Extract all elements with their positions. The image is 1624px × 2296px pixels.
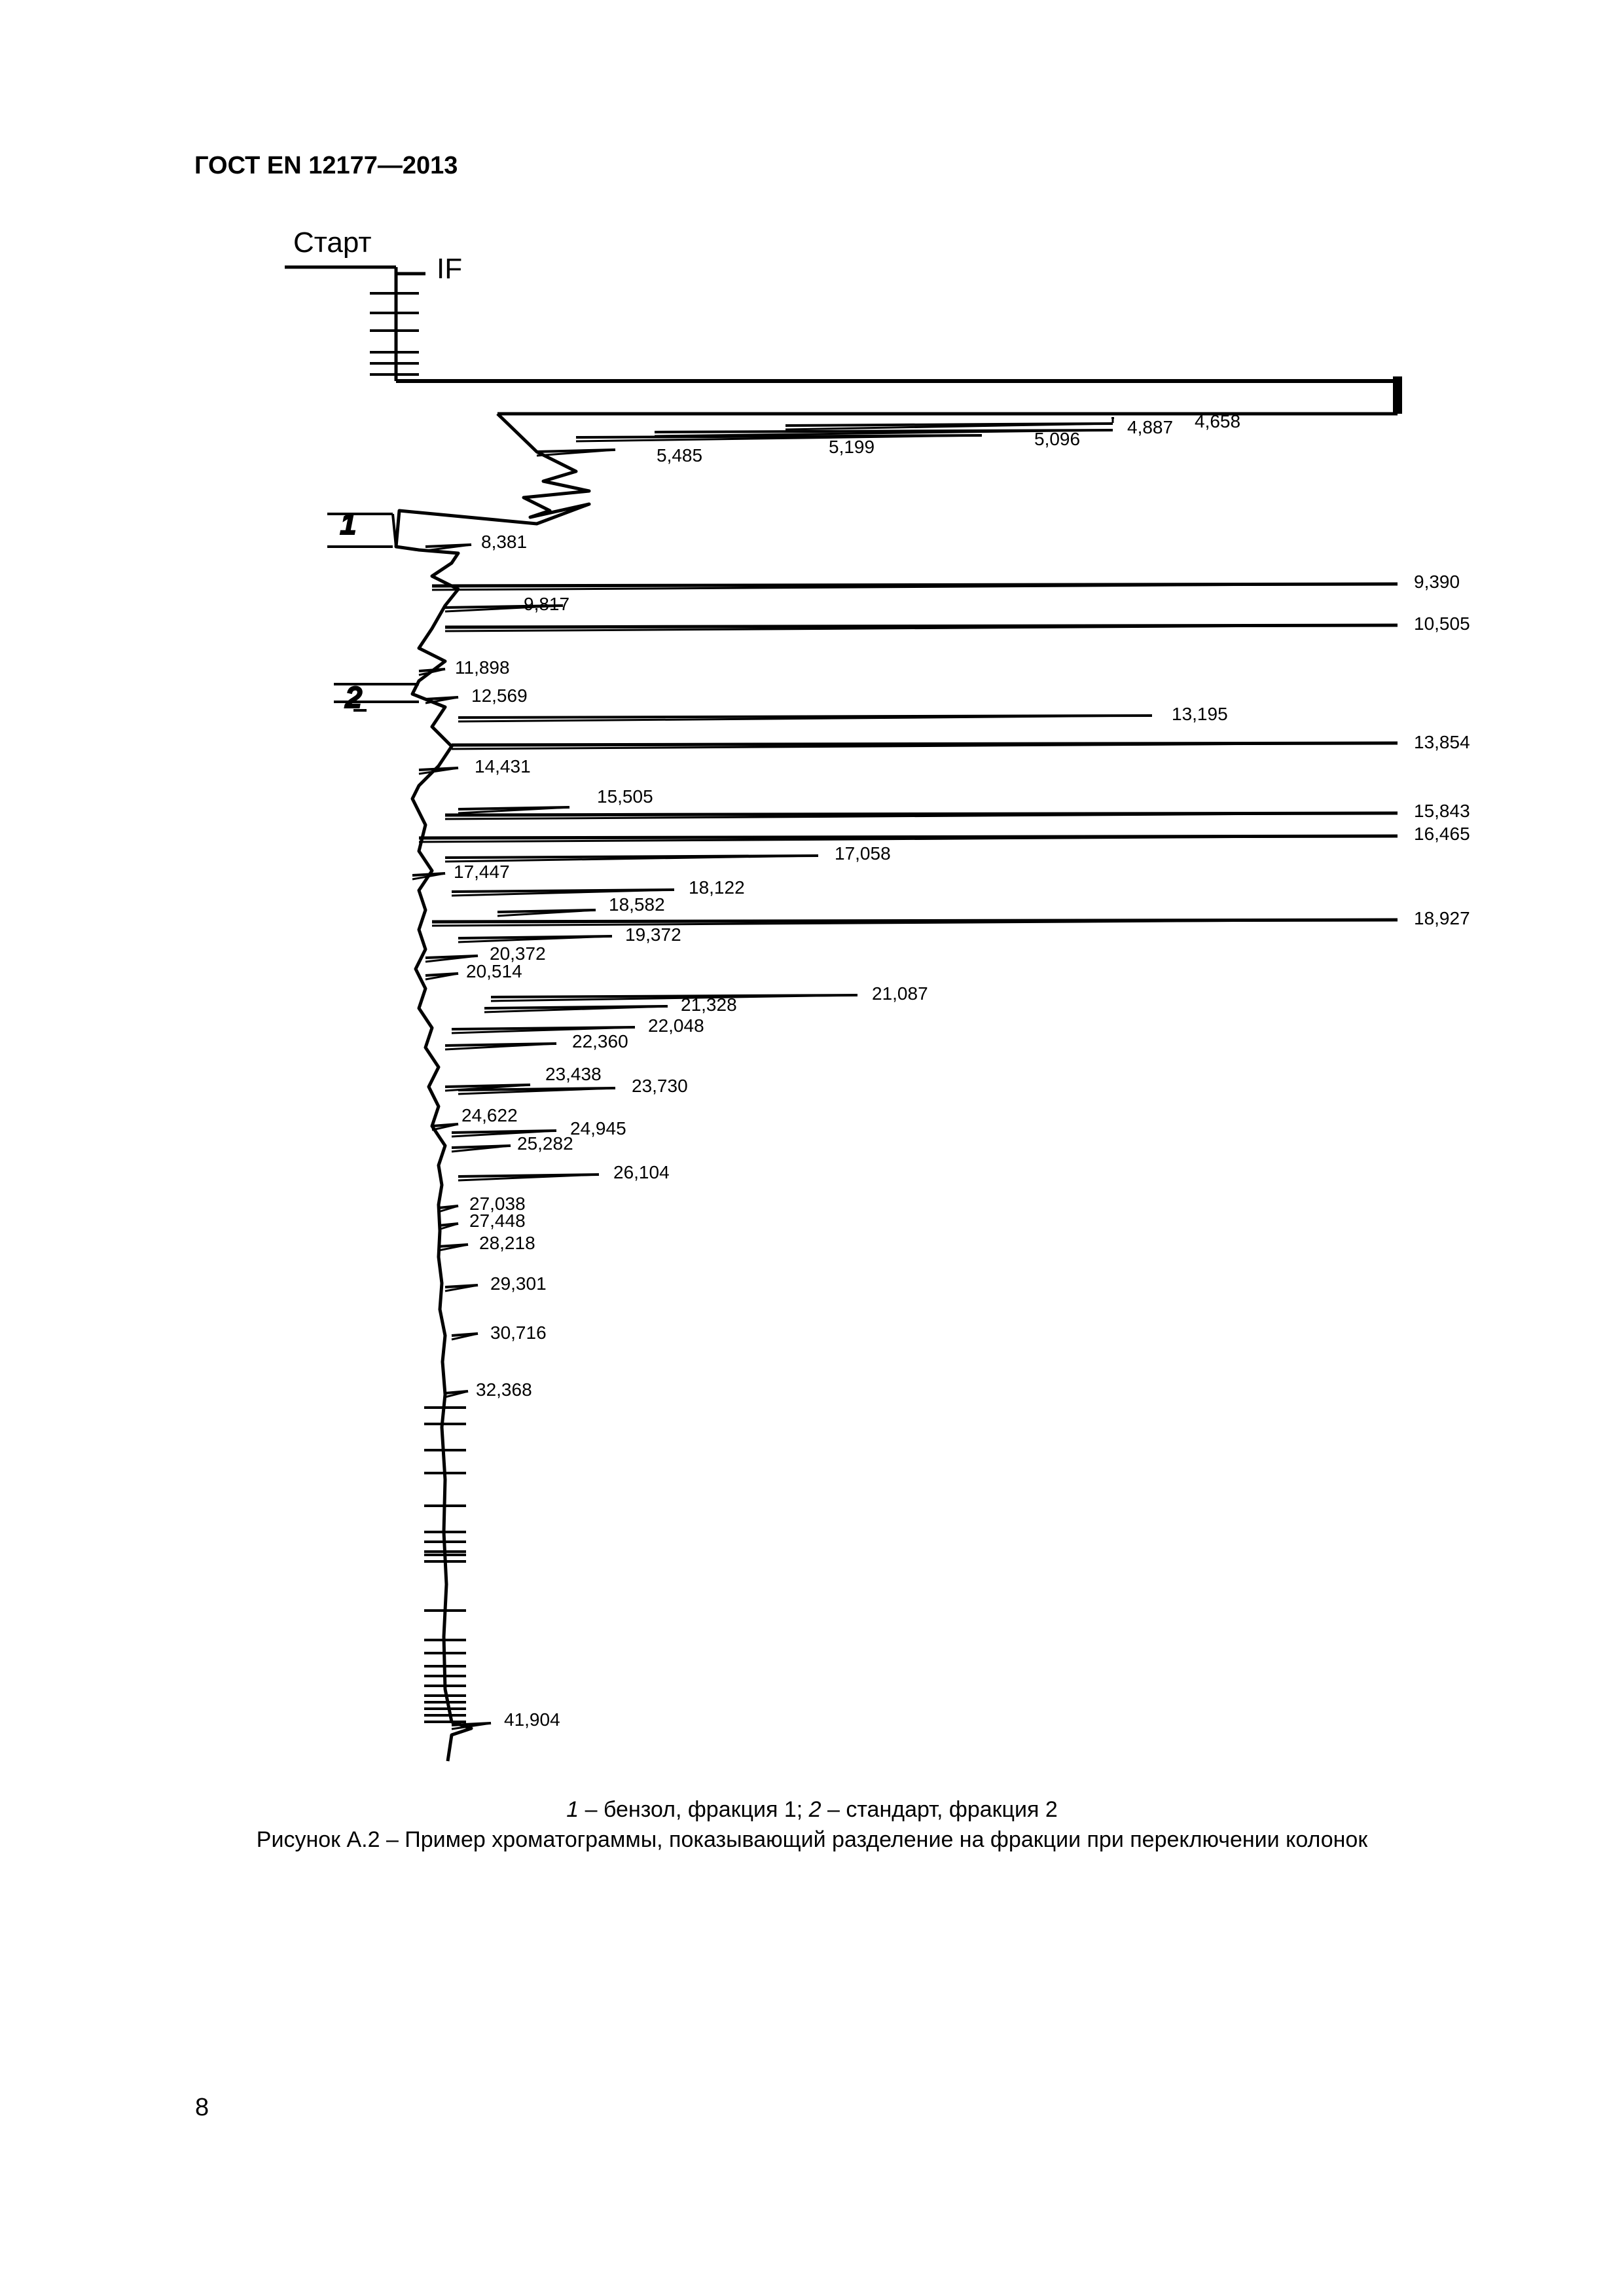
- legend-text-2: – стандарт, фракция 2: [821, 1797, 1058, 1822]
- peak-label: 17,058: [835, 843, 891, 864]
- peak-label: 21,328: [681, 994, 737, 1015]
- peak-label: 30,716: [490, 1322, 547, 1343]
- peak-label: 12,569: [471, 685, 528, 706]
- peak-label: 27,448: [469, 1211, 526, 1231]
- peak-label: 4,887: [1127, 417, 1174, 437]
- legend-text-1: – бензол, фракция 1;: [579, 1797, 809, 1822]
- peak-label: 27,038: [469, 1194, 526, 1214]
- fraction-marker-label: 2: [346, 682, 362, 714]
- peak-label: 23,730: [632, 1076, 688, 1096]
- peak-label: 21,087: [872, 983, 928, 1004]
- peak-label: 9,817: [524, 594, 570, 614]
- peak-label: 25,282: [517, 1133, 573, 1154]
- peak-label: 26,104: [613, 1162, 670, 1182]
- peak-label: 19,372: [625, 924, 681, 945]
- peak-label: 11,898: [455, 657, 510, 678]
- peak-label: 18,122: [689, 877, 745, 898]
- peak-label: 5,485: [657, 445, 703, 465]
- page-number: 8: [195, 2094, 209, 2121]
- chromatogram-trace: [285, 267, 1398, 1761]
- peak-label: 24,945: [570, 1118, 626, 1139]
- peak-label: 24,622: [461, 1105, 518, 1125]
- legend-number-2: 2: [808, 1797, 821, 1822]
- peak-label: 5,199: [829, 437, 875, 457]
- peak-label: 15,505: [597, 786, 653, 807]
- peak-label: 13,854: [1414, 732, 1470, 752]
- peak-label: 41,904: [504, 1709, 560, 1730]
- peak-label: 20,514: [466, 961, 522, 981]
- peak-label: 28,218: [479, 1233, 535, 1253]
- document-header: ГОСТ EN 12177—2013: [194, 152, 458, 179]
- peak-label: 22,048: [648, 1015, 704, 1036]
- fraction-1-bracket: [393, 514, 396, 547]
- peak-label: 20,372: [490, 943, 546, 964]
- fraction-marker-label: 1: [340, 508, 357, 540]
- peak-label: 4,658: [1195, 411, 1241, 431]
- figure-title: Рисунок А.2 – Пример хроматограммы, показывающий разделение на фракции при переключении колонок: [256, 1827, 1368, 1852]
- start-label: Старт: [293, 227, 372, 259]
- peak-label: 16,465: [1414, 824, 1470, 844]
- peak-label: 9,390: [1414, 572, 1460, 592]
- peak-labels: [454, 411, 1470, 1730]
- peak-label: 5,096: [1034, 429, 1081, 449]
- peak-label: 18,927: [1414, 908, 1470, 928]
- peak-label: 23,438: [545, 1064, 602, 1084]
- peak-label: 29,301: [490, 1273, 547, 1294]
- peak-label: 15,843: [1414, 801, 1470, 821]
- figure-legend: [0, 1797, 1624, 1823]
- peak-label: 22,360: [572, 1031, 628, 1051]
- if-label: IF: [437, 253, 463, 285]
- peak-label: 14,431: [475, 756, 531, 776]
- peak-label: 18,582: [609, 894, 665, 915]
- legend-number-1: 1: [566, 1797, 579, 1822]
- peak-label: 17,447: [454, 862, 510, 882]
- peak-label: 13,195: [1172, 704, 1228, 724]
- peak-label: 32,368: [476, 1379, 532, 1400]
- fraction-markers: [327, 508, 419, 714]
- peak-label: 8,381: [481, 532, 528, 552]
- peak-label: 10,505: [1414, 613, 1470, 634]
